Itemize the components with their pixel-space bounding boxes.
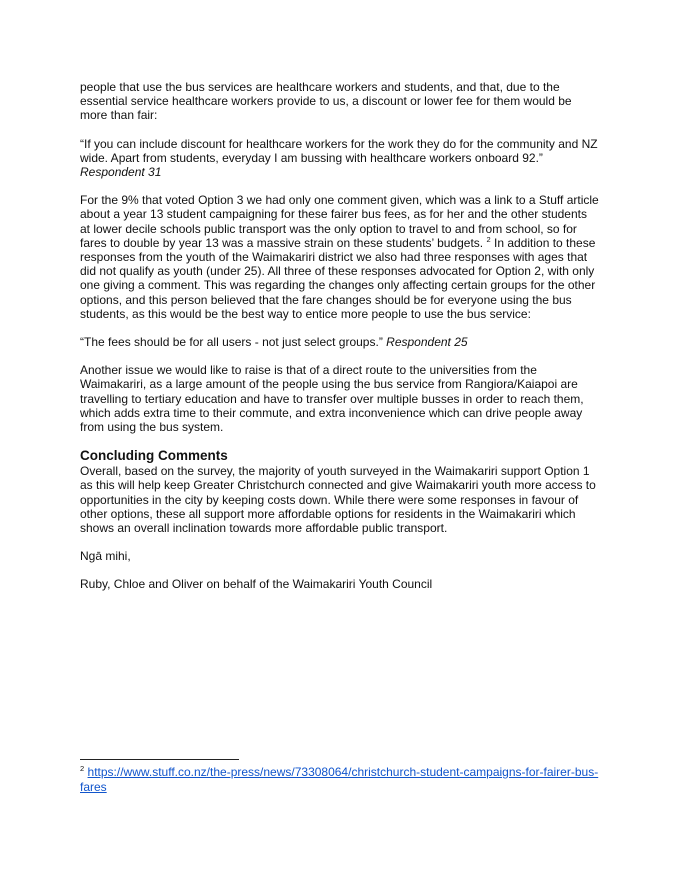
paragraph-additional-responses: In addition to these responses from the youth of the Waimakariri district we also had three responses with ages that did not qualify as youth (under 25). All three of these responses advocated for Option 2, with only one giving a comment. This was regarding the changes only affecting certain groups for the other options, and this person believed that the fare changes should be for everyone using the bus students, as this would be the best way to entice more people to use the bus service: xyxy=(80,235,596,321)
quote-attribution: Respondent 31 xyxy=(80,165,162,180)
sign-off: Ngā mihi, xyxy=(80,549,131,564)
quote-text: “The fees should be for all users - not just select groups.” xyxy=(80,335,383,350)
paragraph-concluding: Overall, based on the survey, the majority of youth surveyed in the Waimakariri support Option 1 as this will help keep Greater Christchurch connected and give Waimakariri youth more access to opportunities in the city by keeping costs down. While there were some responses in favour of other options, these all support more affordable options for residents in the Waimakariri which shows an overall inclination towards more affordable public transport. xyxy=(80,464,596,536)
footnote-reference[interactable]: 2 xyxy=(486,234,491,244)
paragraph-option-3-text: For the 9% that voted Option 3 we had only one comment given, which was a link to a Stuff article about a year 13 student campaigning for these fairer bus fees, as for her and the other students at lower decile schools public transport was the only option to travel to and from school, so for fares to double by year 13 was a massive strain on these students’ budgets. xyxy=(80,193,599,250)
footnote xyxy=(80,765,600,795)
footnote-link[interactable]: https://www.stuff.co.nz/the-press/news/73308064/christchurch-student-campaigns-for-fairer-bus-fares xyxy=(80,765,599,794)
quote-respondent-31 xyxy=(80,137,600,180)
section-heading-concluding: Concluding Comments xyxy=(80,448,228,464)
paragraph-direct-route: Another issue we would like to raise is that of a direct route to the universities from the Waimakariri, as a large amount of the people using the bus service from Rangiora/Kaiapoi are travelling to tertiary education and have to transfer over multiple busses in order to reach them, which adds extra time to their commute, and extra inconvenience which can drive people away from using the bus system. xyxy=(80,363,584,435)
paragraph-healthcare-workers: people that use the bus services are healthcare workers and students, and that, due to the essential service healthcare workers provide to us, a discount or lower fee for them would be more than fair: xyxy=(80,80,572,123)
quote-text: “If you can include discount for healthcare workers for the work they do for the community and NZ wide. Apart from students, everyday I am bussing with healthcare workers onboard 92.” xyxy=(80,136,598,165)
quote-respondent-25 xyxy=(80,335,600,349)
signature: Ruby, Chloe and Oliver on behalf of the Waimakariri Youth Council xyxy=(80,577,433,592)
quote-attribution: Respondent 25 xyxy=(386,335,468,350)
footnote-number: 2 xyxy=(80,764,85,773)
footnote-divider xyxy=(80,759,239,760)
document-body xyxy=(80,80,600,606)
paragraph-option-3 xyxy=(80,193,600,321)
